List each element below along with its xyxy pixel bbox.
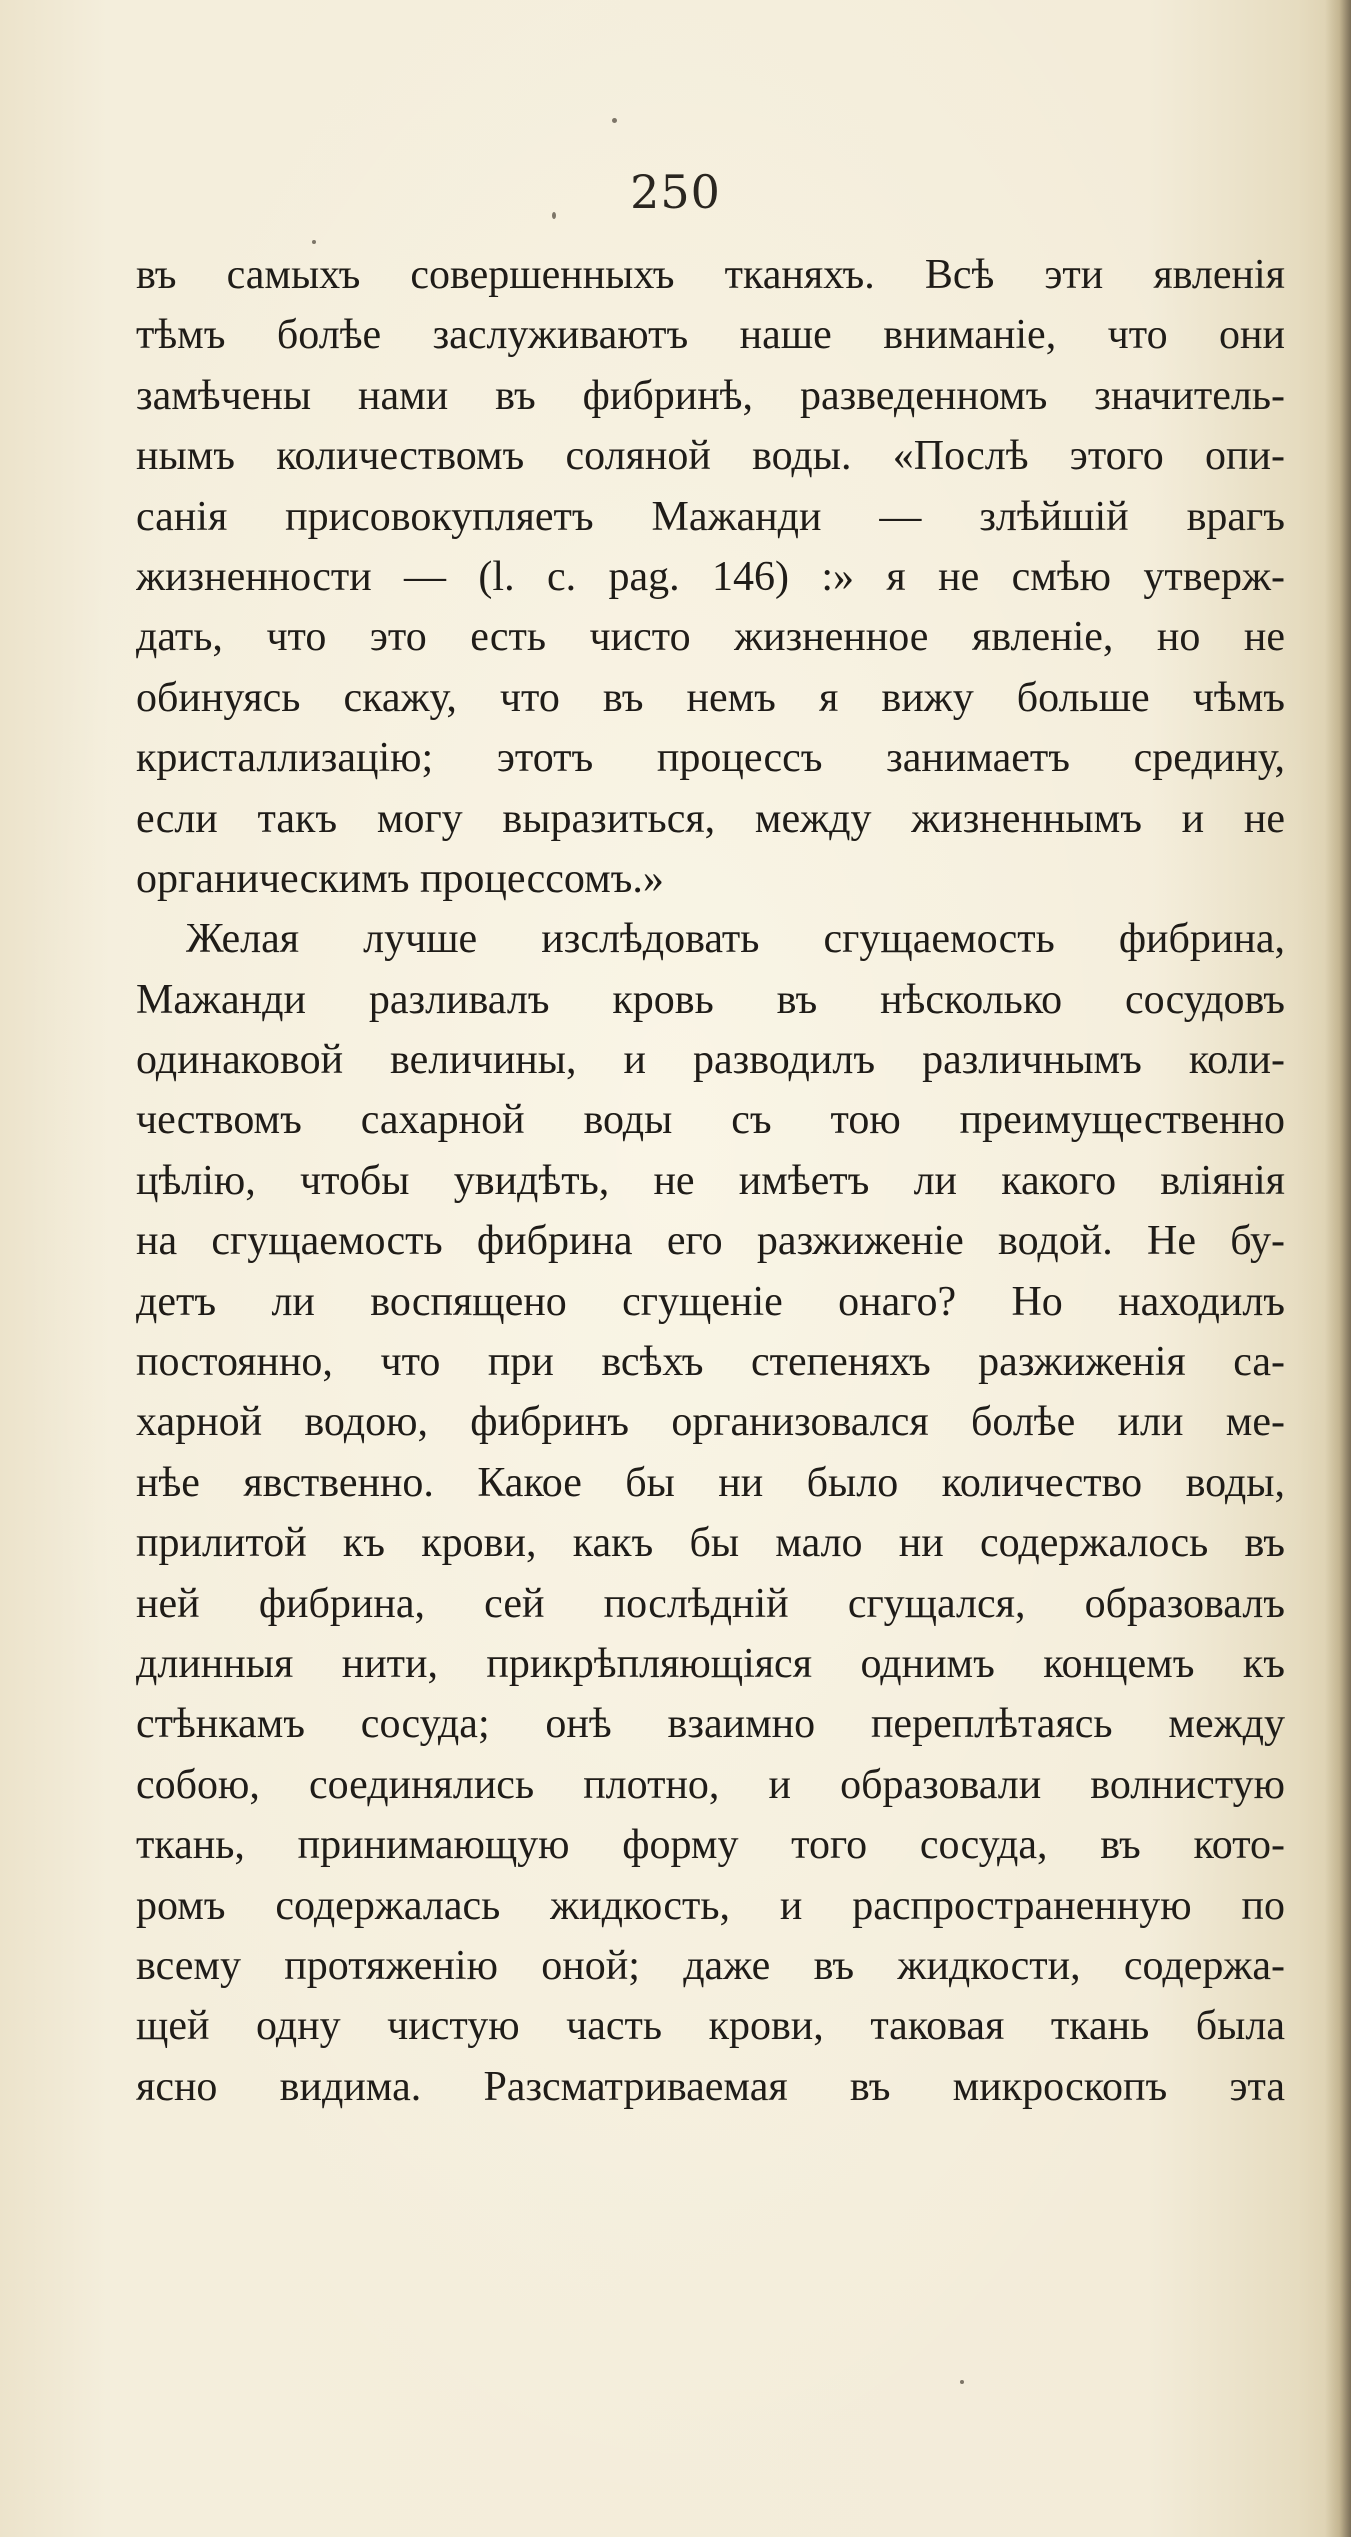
ink-speck <box>960 2380 964 2384</box>
text-line: детъ ли воспящено сгущеніе онаго? Но находилъ <box>136 1278 1285 1325</box>
text-line: Мажанди разливалъ кровь въ нѣсколько сосудовъ <box>136 976 1285 1023</box>
text-line: нымъ количествомъ соляной воды. «Послѣ этого опи- <box>136 433 1285 480</box>
text-line: замѣчены нами въ фибринѣ, разведенномъ значитель- <box>136 372 1285 419</box>
text-line: всему протяженію оной; даже въ жидкости, содержа- <box>136 1942 1285 1989</box>
text-line: если такъ могу выразиться, между жизненнымъ и не <box>136 795 1285 842</box>
text-line: на сгущаемость фибрина его разжиженіе водой. Не бу- <box>136 1218 1285 1265</box>
text-line: щей одну чистую часть крови, таковая ткань была <box>136 2003 1285 2050</box>
text-line: нѣе явственно. Какое бы ни было количество воды, <box>136 1459 1285 1506</box>
ink-speck <box>312 240 316 244</box>
text-line: цѣлію, чтобы увидѣть, не имѣетъ ли какого вліянія <box>136 1157 1285 1204</box>
body-text <box>136 245 1285 2117</box>
text-line: ромъ содержалась жидкость, и распространенную по <box>136 1882 1285 1929</box>
text-line: прилитой къ крови, какъ бы мало ни содержалось въ <box>136 1520 1285 1567</box>
text-line: въ самыхъ совершенныхъ тканяхъ. Всѣ эти явленія <box>136 252 1285 298</box>
text-line: чествомъ сахарной воды съ тою преимущественно <box>136 1097 1285 1144</box>
text-line: ней фибрина, сей послѣдній сгущался, образовалъ <box>136 1580 1285 1627</box>
ink-speck <box>612 118 617 123</box>
text-line: дать, что это есть чисто жизненное явленіе, но не <box>136 614 1285 661</box>
text-line: Желая лучше изслѣдовать сгущаемость фибрина, <box>186 916 1285 963</box>
text-line: постоянно, что при всѣхъ степеняхъ разжиженія са- <box>136 1339 1285 1386</box>
text-line: ясно видима. Разсматриваемая въ микроскопъ эта <box>136 2063 1285 2110</box>
text-line: тѣмъ болѣе заслуживаютъ наше вниманіе, что они <box>136 312 1285 359</box>
text-line: одинаковой величины, и разводилъ различнымъ коли- <box>136 1037 1285 1084</box>
text-line: обинуясь скажу, что въ немъ я вижу больше чѣмъ <box>136 674 1285 721</box>
text-line: стѣнкамъ сосуда; онѣ взаимно переплѣтаясь между <box>136 1701 1285 1748</box>
text-line: жизненности — (l. c. pag. 146) :» я не смѣю утверж- <box>136 553 1285 600</box>
page-edge-shadow <box>1325 0 1351 2537</box>
text-line: харной водою, фибринъ организовался болѣе или ме- <box>136 1399 1285 1446</box>
text-line: санія присовокупляетъ Мажанди — злѣйшій врагъ <box>136 493 1285 540</box>
text-line: собою, соединялись плотно, и образовали волнистую <box>136 1761 1285 1808</box>
text-line: длинныя нити, прикрѣпляющіяся однимъ концемъ къ <box>136 1640 1285 1687</box>
text-line: органическимъ процессомъ.» <box>136 855 664 902</box>
text-line: кристаллизацію; этотъ процессъ занимаетъ средину, <box>136 735 1285 782</box>
text-line: ткань, принимающую форму того сосуда, въ кото- <box>136 1822 1285 1869</box>
page-number: 250 <box>630 165 721 219</box>
